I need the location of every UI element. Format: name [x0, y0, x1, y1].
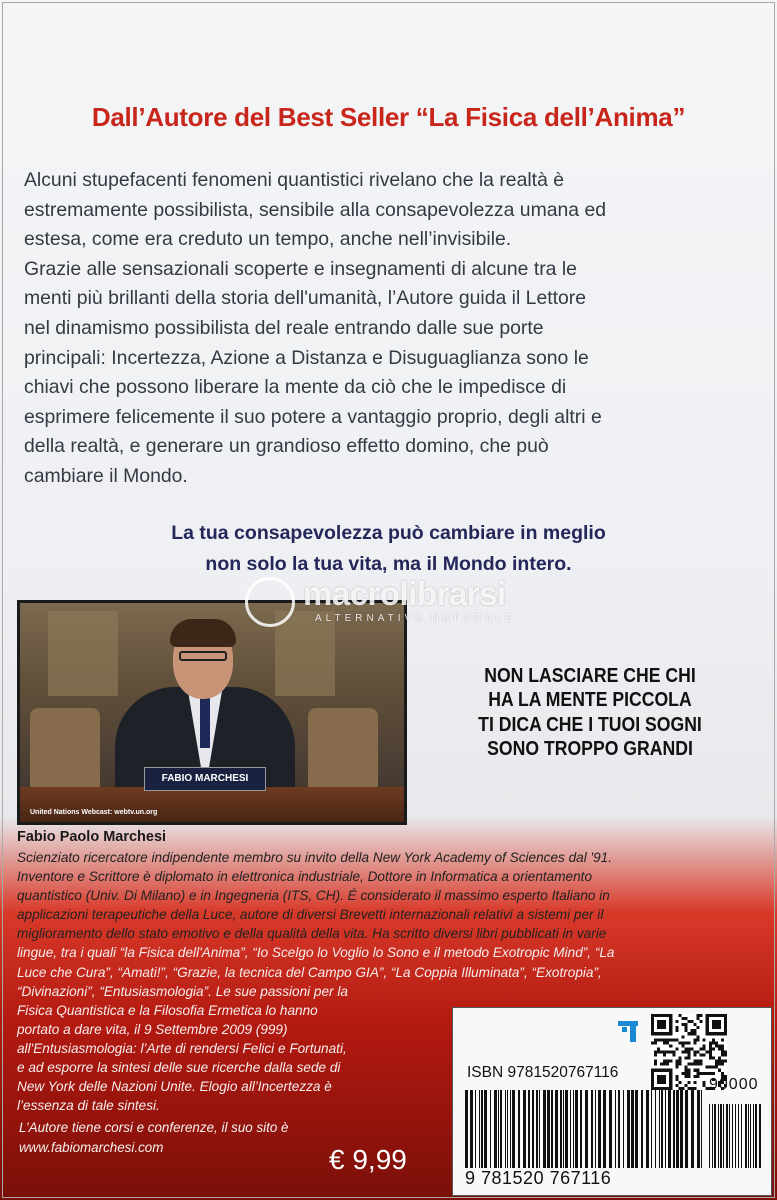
bio-line: Luce che Cura”, “Amati!”, “Grazie, la tecnica del Campo GIA”, “La Coppia Illuminata”, “Exotropia”, — [17, 964, 602, 980]
watermark-subtitle: ALTERNATIVA NATURALE — [315, 613, 516, 624]
description-line: della realtà, e generare un grandioso effetto domino, che può — [24, 435, 549, 458]
desk — [20, 787, 404, 822]
nameplate: FABIO MARCHESI — [144, 767, 266, 791]
description-line: estremamente possibilista, sensibile alla consapevolezza umana ed — [24, 198, 607, 221]
isbn-addon: 90000 — [709, 1076, 759, 1093]
barcode-digits: 9 781520 767116 — [465, 1168, 612, 1188]
barcode-icon — [463, 1090, 763, 1172]
description-line: menti più brillanti della storia dell'umanità, l’Autore guida il Lettore — [24, 287, 587, 310]
tagline-line: non solo la tua vita, ma il Mondo intero. — [205, 553, 572, 575]
bio-line: miglioramento dello stato emotivo e della qualità della vita. Ha scritto diversi libri pubblicati in varie — [17, 926, 607, 942]
tagline-line: La tua consapevolezza può cambiare in meglio — [171, 522, 606, 544]
bio-line: Inventore e Scrittore è diplomato in elettronica industriale, Dottore in Informatica a orientamento — [17, 869, 593, 885]
glasses-icon — [179, 651, 227, 661]
description-line: nel dinamismo possibilista del reale entrando dalle sue porte — [24, 316, 544, 339]
slogan-line: SONO TROPPO GRANDI — [487, 737, 693, 761]
bio-line: quantistico (Univ. Di Milano) e in Ingegneria (ITS, CH). É considerato il massimo esperto Italiano in — [17, 888, 610, 904]
slogan-line: HA LA MENTE PICCOLA — [488, 688, 692, 712]
bio-line: l’essenza di tale sintesi. — [17, 1098, 160, 1114]
bio-line: “Divinazioni”, “Entusiasmologia”. Le sue passioni per la — [17, 983, 348, 999]
bio-line: e ad esporre la sintesi delle sue ricerche dalla sede di — [17, 1060, 341, 1076]
headline: Dall’Autore del Best Seller “La Fisica dell’Anima” — [91, 102, 686, 132]
description — [24, 166, 759, 492]
bio-line: applicazioni terapeutiche della Luce, autore di diversi Brevetti internazionali relativi a sistemi per il — [17, 907, 604, 923]
slogan — [440, 664, 741, 762]
author-name: Fabio Paolo Marchesi — [17, 829, 167, 845]
speaker-hair — [170, 619, 236, 647]
author-photo — [17, 600, 407, 825]
description-line: principali: Incertezza, Azione a Distanza e Disuguaglianza sono le — [24, 346, 589, 369]
watermark-logo-icon — [245, 577, 295, 627]
description-line: chiavi che possono liberare la mente da ciò che le impedisce di — [24, 376, 567, 399]
wall-panel — [48, 611, 118, 696]
chair — [30, 708, 100, 788]
bio-line: lingue, tra i quali “la Fisica dell'Anima”, “Io Scelgo lo Voglio lo Sono e il metodo Exotropic Mind”, “La — [17, 945, 615, 961]
slogan-line: NON LASCIARE CHE CHI — [484, 664, 696, 687]
isbn-label: ISBN 9781520767116 — [467, 1064, 619, 1081]
description-line: estesa, come era creduto un tempo, anche nell’invisibile. — [24, 228, 512, 251]
watermark-name: macrolibrarsi — [303, 575, 506, 612]
description-line: esprimere felicemente il suo potere a vantaggio proprio, degli altri e — [24, 405, 602, 428]
bio-line: New York delle Nazioni Unite. Elogio all’Incertezza è — [17, 1079, 332, 1095]
author-contact — [19, 1118, 288, 1157]
watermark — [245, 575, 545, 631]
description-line: cambiare il Mondo. — [24, 464, 188, 487]
isbn-box — [452, 1007, 772, 1196]
slogan-line: TI DICA CHE I TUOI SOGNI — [478, 712, 702, 736]
author-website: www.fabiomarchesi.com — [19, 1139, 164, 1155]
chair — [308, 708, 378, 788]
bio-line: Scienziato ricercatore indipendente membro su invito della New York Academy of Sciences dal '91. — [17, 850, 612, 865]
contact-line: L’Autore tiene corsi e conferenze, il suo sito è — [19, 1120, 289, 1135]
description-line: Alcuni stupefacenti fenomeni quantistici rivelano che la realtà è — [24, 169, 565, 191]
webcast-caption: United Nations Webcast: webtv.un.org — [30, 809, 158, 816]
conference-scene — [20, 603, 404, 822]
price: € 9,99 — [329, 1144, 407, 1175]
speaker-tie — [200, 698, 210, 748]
bio-line: portato a dare vita, il 9 Settembre 2009 (999) — [17, 1021, 288, 1037]
publisher-logo-icon — [614, 1015, 646, 1047]
tagline — [0, 518, 777, 580]
description-line: Grazie alle sensazionali scoperte e insegnamenti di alcune tra le — [24, 257, 577, 280]
bio-line: Fisica Quantistica e la Filosofia Ermetica lo hanno — [17, 1002, 318, 1018]
bio-line: all'Entusiasmologia: l’Arte di rendersi Felici e Fortunati, — [17, 1040, 347, 1056]
